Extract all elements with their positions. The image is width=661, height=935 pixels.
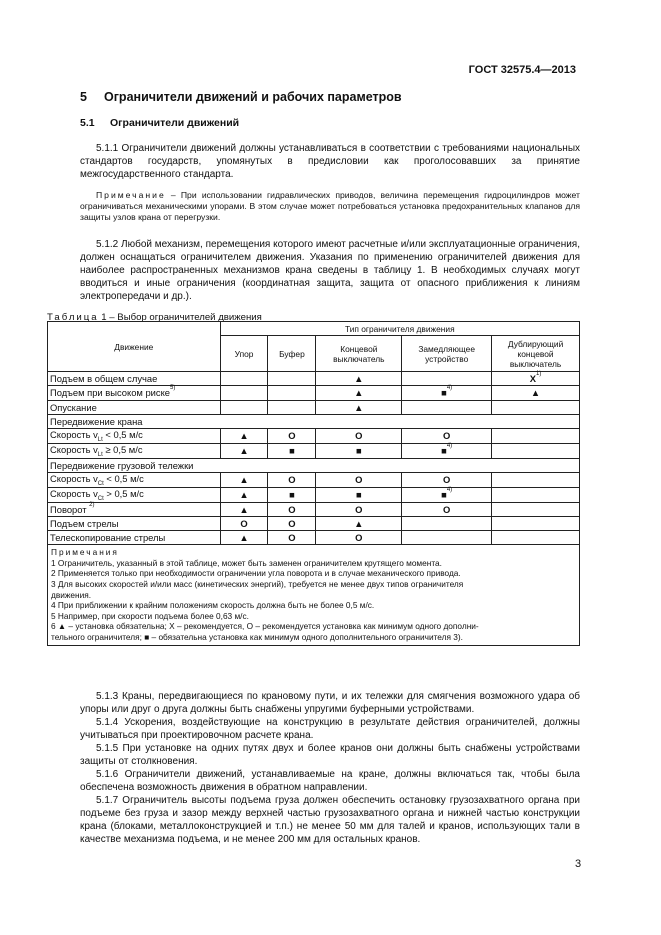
symbol-cell	[492, 472, 580, 487]
symbol: O	[443, 430, 451, 442]
symbol-cell	[492, 487, 580, 502]
movement-label	[48, 400, 221, 414]
col-header-movement: Движение	[48, 322, 221, 372]
symbol-cell	[316, 516, 402, 530]
symbol-cell	[402, 372, 492, 386]
footnote-ref: 5)	[170, 385, 176, 392]
col-header-stop: Упор	[220, 336, 268, 372]
symbol: ▲	[354, 373, 364, 385]
symbol-cell	[220, 472, 268, 487]
movement-label	[48, 472, 221, 487]
symbol: ▲	[239, 445, 249, 457]
symbol-cell	[492, 443, 580, 458]
velocity-condition: ≥ 0,5 м/с	[102, 443, 143, 455]
symbol-cell	[268, 443, 316, 458]
symbol: ▲	[239, 532, 249, 544]
symbol-cell	[492, 531, 580, 545]
table-row	[48, 472, 580, 487]
subsection-title: Ограничители движений	[110, 117, 240, 129]
col-header-group: Тип ограничителя движения	[220, 322, 579, 336]
symbol: O	[443, 503, 451, 515]
footnote-ref: 4)	[446, 443, 453, 450]
symbol: ■	[441, 445, 447, 457]
table-group-row	[48, 458, 580, 472]
symbol-cell	[316, 531, 402, 545]
table-row	[48, 516, 580, 530]
symbol: O	[355, 532, 363, 544]
symbol-cell	[492, 372, 580, 386]
section-number: 5	[80, 90, 87, 104]
page-number: 3	[575, 858, 582, 870]
symbol-cell	[402, 400, 492, 414]
table-row	[48, 531, 580, 545]
symbol-cell	[268, 428, 316, 443]
note-text: – При использовании гидравлических приводов, величина перемещения гидроцилиндров может ограничиваться механическими упорами. В этом случае может потребоваться установка предохранительных клапанов для защиты узлов крана от перегрузки.	[80, 190, 580, 222]
symbol-cell	[402, 487, 492, 502]
note-line: 3 Для высоких скоростей и/или масс (кинетических энергий), требуется не менее двух типов ограничителя	[51, 578, 464, 589]
velocity-condition: > 0,5 м/с	[103, 487, 144, 499]
symbol: ▲	[530, 387, 541, 399]
symbol-cell	[268, 516, 316, 530]
symbol: O	[240, 517, 248, 529]
note-line: 2 Применяется только при необходимости ограничении угла поворота и в случае механического привода.	[51, 568, 461, 579]
symbol: O	[288, 474, 296, 486]
symbol-cell	[402, 531, 492, 545]
col-header-limit-switch: Концевой выключатель	[316, 336, 402, 372]
velocity-subscript: Ct	[97, 495, 104, 502]
symbol-cell	[268, 531, 316, 545]
movement-label	[48, 516, 221, 530]
symbol: O	[443, 474, 451, 486]
section-title: Ограничители движений и рабочих параметров	[104, 90, 402, 104]
symbol: O	[288, 503, 296, 515]
footnote-ref: 1)	[536, 371, 542, 378]
col-header-buffer: Буфер	[268, 336, 316, 372]
velocity-subscript: Lt	[97, 436, 103, 443]
table-row	[48, 400, 580, 414]
velocity-condition: < 0,5 м/с	[102, 428, 143, 440]
note-line: 5 Например, при скорости подъема более 0,63 м/с.	[51, 610, 249, 621]
symbol-cell	[268, 502, 316, 516]
paragraph-5-1-3: 5.1.3 Краны, передвигающиеся по крановому пути, и их тележки для смягчения возможного удара об упоры или друг о друга должны быть снабжены упругими буферными устройствами.	[80, 691, 580, 715]
symbol: ▲	[354, 517, 364, 529]
table-row	[48, 372, 580, 386]
subsection-number: 5.1	[80, 117, 95, 129]
symbol: ■	[355, 489, 362, 501]
symbol: ■	[355, 445, 362, 457]
symbol-cell	[268, 487, 316, 502]
section-heading	[80, 90, 402, 104]
symbol-cell	[316, 487, 402, 502]
limiter-table	[47, 321, 580, 646]
symbol-cell	[402, 386, 492, 400]
table-caption-text: 1 – Выбор ограничителей движения	[98, 312, 262, 323]
symbol-cell	[220, 516, 268, 530]
symbol-cell	[402, 428, 492, 443]
symbol: ■	[289, 445, 295, 457]
movement-label	[48, 386, 221, 400]
symbol-cell	[220, 400, 268, 414]
paragraph-5-1-7: 5.1.7 Ограничитель высоты подъема груза должен обеспечить остановку грузозахватного органа при подъеме без груза и зазор между верхней частью грузозахватного органа и нижней частью конструкции крана (блоками, металлоконструкцией и т.п.) не менее 50 мм для талей и кранов, использующих тали в качестве механизма подъема, и не менее 200 мм для остальных кранов.	[80, 795, 580, 845]
symbol-cell	[402, 472, 492, 487]
symbol-cell	[316, 502, 402, 516]
symbol-cell	[220, 428, 268, 443]
paragraph-5-1-6: 5.1.6 Ограничители движений, устанавливаемые на кране, должны включаться так, чтобы была обеспечена возможность движения в обратном направлении.	[80, 769, 580, 793]
movement-label-text: Скорость v	[50, 428, 98, 440]
symbol-cell	[492, 400, 580, 414]
velocity-subscript: Ct	[97, 480, 104, 487]
table-group-row	[48, 414, 580, 428]
paragraph-5-1-5: 5.1.5 При установке на одних путях двух и более кранов они должны быть снабжены устройствами защиты от столкновения.	[80, 743, 580, 767]
table-row	[48, 386, 580, 400]
velocity-subscript: Lt	[97, 451, 103, 458]
group-label-text: Передвижение крана	[50, 415, 143, 427]
symbol: ▲	[354, 387, 364, 399]
col-header-duplicate-switch: Дублирующий концевой выключатель	[492, 336, 580, 372]
paragraph-5-1-4: 5.1.4 Ускорения, воздействующие на конструкцию в результате действия ограничителей, должны учитываться при проектировочном расчете крана.	[80, 717, 580, 741]
symbol-cell	[268, 386, 316, 400]
notes-title: Примечания	[51, 547, 119, 558]
symbol: O	[355, 474, 363, 486]
symbol-cell	[220, 372, 268, 386]
symbol-cell	[402, 502, 492, 516]
symbol-cell	[316, 386, 402, 400]
symbol: ▲	[239, 474, 249, 486]
symbol-cell	[316, 472, 402, 487]
symbol: X	[529, 373, 536, 385]
symbol: ▲	[239, 430, 249, 442]
symbol: O	[288, 430, 296, 442]
table-row	[48, 428, 580, 443]
symbol-cell	[316, 443, 402, 458]
movement-label	[48, 531, 221, 545]
group-label	[48, 414, 580, 428]
symbol-cell	[220, 531, 268, 545]
paragraph-5-1-2: 5.1.2 Любой механизм, перемещения которого имеют расчетные и/или эксплуатационные ограничения, должен оснащаться ограничителем движения. Указания по применению ограничителей движения для наиболее распространенных механизмов крана сведены в таблицу 1. В необходимых случаях могут вводиться и иные ограничения (координатная защита, защита от опасного приближения к линиям электропередачи и др.).	[80, 239, 580, 302]
movement-label-text: Скорость v	[50, 472, 98, 484]
note-line: 4 При приближении к крайним положениям скорость должна быть не более 0,5 м/с.	[51, 600, 375, 611]
group-label-text: Передвижение грузовой тележки	[50, 459, 194, 471]
movement-label-text: Подъем в общем случае	[50, 373, 158, 385]
symbol-cell	[220, 502, 268, 516]
movement-label	[48, 487, 221, 502]
symbol-cell	[402, 443, 492, 458]
col-header-slowdown: Замедляющее устройство	[402, 336, 492, 372]
symbol-cell	[316, 428, 402, 443]
symbol: ▲	[354, 401, 364, 413]
symbol-cell	[492, 516, 580, 530]
note-line: движения.	[51, 589, 92, 600]
movement-label-text: Телескопирование стрелы	[50, 532, 166, 544]
symbol-cell	[316, 400, 402, 414]
symbol: O	[288, 517, 296, 529]
note-line: 6 ▲ – установка обязательна; X – рекомендуется, O – рекомендуется установка как минимум одного дополни-	[51, 621, 479, 632]
table-caption-label: Таблица	[47, 312, 99, 323]
movement-label-text: Поворот	[50, 503, 90, 515]
symbol: ▲	[239, 503, 249, 515]
symbol-cell	[492, 502, 580, 516]
symbol: ▲	[239, 489, 249, 501]
symbol: ■	[441, 387, 447, 399]
movement-label-text: Подъем при высоком риске	[50, 387, 171, 399]
symbol-cell	[268, 472, 316, 487]
table-notes	[48, 545, 580, 645]
footnote-ref: 4)	[446, 487, 453, 494]
symbol-cell	[268, 372, 316, 386]
note-line: 1 Ограничитель, указанный в этой таблице, может быть заменен ограничителем крутящего момента.	[51, 557, 442, 568]
symbol: ■	[289, 489, 295, 501]
symbol-cell	[402, 516, 492, 530]
movement-label-text: Скорость v	[50, 487, 98, 499]
movement-label-text: Скорость v	[50, 443, 98, 455]
table-row	[48, 443, 580, 458]
symbol-cell	[492, 386, 580, 400]
note-paragraph	[80, 190, 580, 223]
note-line: тельного ограничителя; ■ – обязательна установка как минимум одного дополнительного ограничителя 3).	[51, 631, 463, 642]
movement-label-text: Подъем стрелы	[50, 517, 119, 529]
symbol-cell	[316, 372, 402, 386]
symbol: O	[288, 532, 296, 544]
footnote-ref: 4)	[446, 385, 453, 392]
table-row	[48, 487, 580, 502]
symbol: O	[355, 503, 363, 515]
document-header: ГОСТ 32575.4—2013	[468, 64, 576, 76]
note-label: Примечание	[96, 190, 166, 200]
symbol-cell	[220, 487, 268, 502]
symbol-cell	[268, 400, 316, 414]
movement-label-text: Опускание	[50, 401, 97, 413]
symbol: O	[355, 430, 363, 442]
symbol-cell	[492, 428, 580, 443]
symbol-cell	[220, 443, 268, 458]
velocity-condition: < 0,5 м/с	[103, 472, 144, 484]
group-label	[48, 458, 580, 472]
symbol: ■	[441, 489, 447, 501]
footnote-ref: 2)	[89, 501, 95, 508]
subsection-heading	[80, 117, 239, 129]
movement-label	[48, 502, 221, 516]
symbol-cell	[220, 386, 268, 400]
movement-label	[48, 428, 221, 443]
movement-label	[48, 443, 221, 458]
table-row	[48, 502, 580, 516]
paragraph-5-1-1: 5.1.1 Ограничители движений должны устанавливаться в соответствии с требованиями национальных стандартов государств, упомянутых в предисловии как проголосовавших за принятие межгосударственного стандарта.	[80, 143, 580, 180]
movement-label	[48, 372, 221, 386]
